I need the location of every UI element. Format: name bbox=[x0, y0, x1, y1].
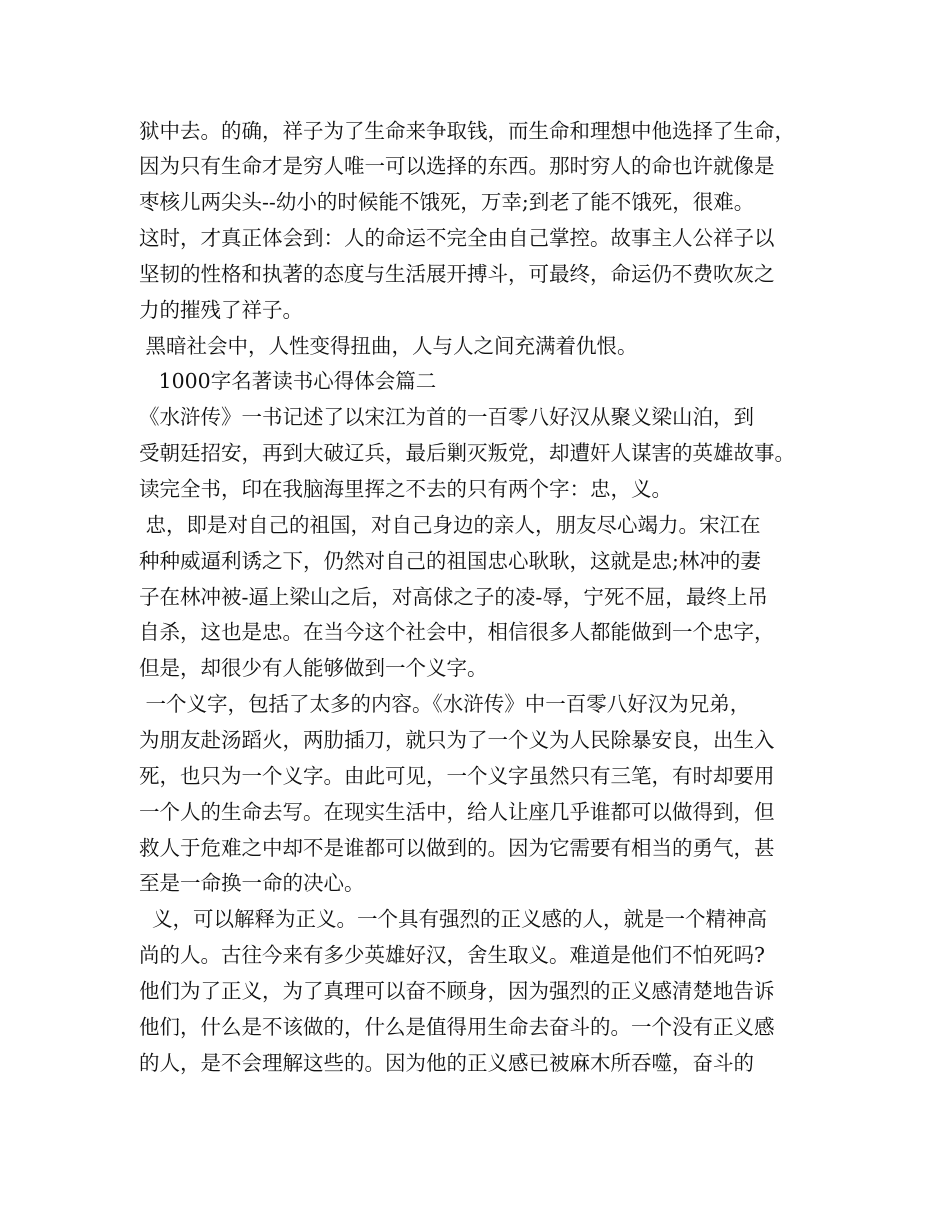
text-line-2: 因为只有生命才是穷人唯一可以选择的东西。那时穷人的命也许就像是 bbox=[139, 154, 775, 178]
text-line-27: 的人，是不会理解这些的。因为他的正义感已被麻木所吞噬，奋斗的 bbox=[139, 1051, 754, 1075]
text-line-11: 读完全书，印在我脑海里挥之不去的只有两个字：忠，义。 bbox=[139, 477, 672, 501]
text-line-12: 忠，即是对自己的祖国，对自己身边的亲人，朋友尽心竭力。宋江在 bbox=[139, 513, 761, 537]
text-line-22: 至是一命换一命的决心。 bbox=[139, 871, 365, 895]
text-line-9: 《水浒传》一书记述了以宋江为首的一百零八好汉从聚义梁山泊，到 bbox=[139, 405, 754, 429]
text-line-10: 受朝廷招安，再到大破辽兵，最后剿灭叛党，却遭奸人谋害的英雄故事。 bbox=[139, 441, 795, 465]
text-line-4: 这时，才真正体会到：人的命运不完全由自己掌控。故事主人公祥子以 bbox=[139, 226, 775, 250]
section-heading: 1000字名著读书心得体会篇二 bbox=[139, 369, 437, 393]
text-line-19: 死，也只为一个义字。由此可见，一个义字虽然只有三笔，有时却要用 bbox=[139, 764, 775, 788]
text-line-16: 但是，却很少有人能够做到一个义字。 bbox=[139, 656, 488, 680]
text-line-21: 救人于危难之中却不是谁都可以做到的。因为它需要有相当的勇气，甚 bbox=[139, 836, 775, 860]
text-line-14: 子在林冲被-逼上梁山之后，对高俅之子的凌-辱，宁死不屈，最终上吊 bbox=[139, 585, 768, 609]
text-line-26: 他们，什么是不该做的，什么是值得用生命去奋斗的。一个没有正义感 bbox=[139, 1015, 775, 1039]
text-line-7: 黑暗社会中，人性变得扭曲，人与人之间充满着仇恨。 bbox=[139, 334, 638, 358]
text-line-6: 力的摧残了祥子。 bbox=[139, 298, 303, 322]
text-line-18: 为朋友赴汤蹈火，两肋插刀，就只为了一个义为人民除暴安良，出生入 bbox=[139, 728, 775, 752]
text-line-17: 一个义字，包括了太多的内容。《水浒传》中一百零八好汉为兄弟， bbox=[139, 692, 751, 716]
text-line-3: 枣核儿两尖头--幼小的时候能不饿死，万幸;到老了能不饿死，很难。 bbox=[139, 190, 755, 214]
text-line-1: 狱中去。的确，祥子为了生命来争取钱，而生命和理想中他选择了生命， bbox=[139, 119, 795, 143]
text-line-24: 尚的人。古往今来有多少英雄好汉，舍生取义。难道是他们不怕死吗? bbox=[139, 943, 765, 967]
text-line-5: 坚韧的性格和执著的态度与生活展开搏斗，可最终，命运仍不费吹灰之 bbox=[139, 262, 775, 286]
text-line-23: 义，可以解释为正义。一个具有强烈的正义感的人，就是一个精神高 bbox=[139, 907, 768, 931]
text-line-13: 种种威逼利诱之下，仍然对自己的祖国忠心耿耿，这就是忠;林冲的妻 bbox=[139, 549, 761, 573]
text-line-20: 一个人的生命去写。在现实生活中，给人让座几乎谁都可以做得到，但 bbox=[139, 800, 775, 824]
text-line-25: 他们为了正义，为了真理可以奋不顾身，因为强烈的正义感清楚地告诉 bbox=[139, 979, 775, 1003]
text-line-15: 自杀，这也是忠。在当今这个社会中，相信很多人都能做到一个忠字， bbox=[139, 620, 775, 644]
